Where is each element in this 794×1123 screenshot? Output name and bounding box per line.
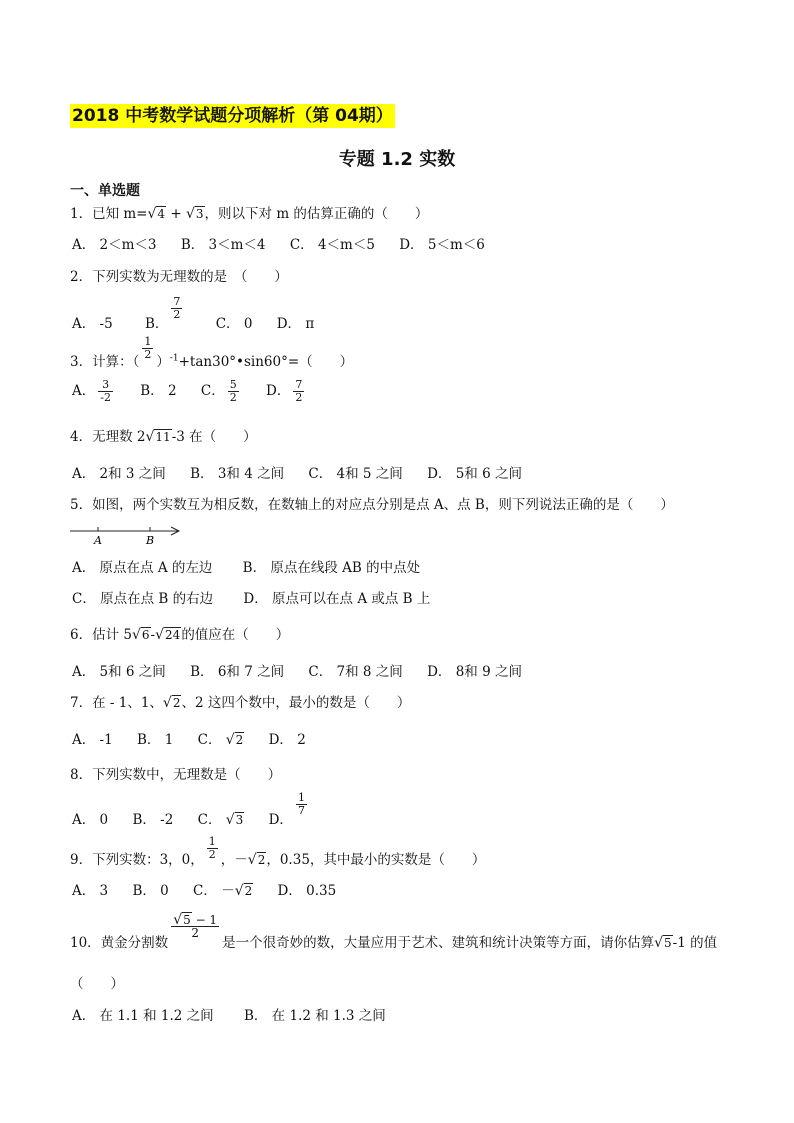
option-b[interactable]: B． 0 bbox=[132, 883, 169, 899]
option-d[interactable]: D． 2 bbox=[268, 732, 306, 748]
question-10-paren: （ ） bbox=[70, 976, 124, 992]
option-c[interactable]: C． √2 bbox=[197, 732, 244, 748]
question-4-stem: 4．无理数 2√11-3 在（ ） bbox=[70, 429, 257, 445]
question-5-options-row-2 bbox=[72, 590, 430, 608]
header-banner: 2018 中考数学试题分项解析（第 04期） bbox=[72, 106, 393, 126]
question-7-options bbox=[72, 731, 306, 749]
option-a[interactable]: A． $\frac{3}{-2}$ bbox=[72, 378, 111, 404]
option-a[interactable]: A． 0 bbox=[72, 812, 109, 828]
option-b[interactable]: B． 3和 4 之间 bbox=[190, 466, 285, 482]
page-title: 专题 1.2 实数 bbox=[338, 149, 456, 170]
question-5-options-row-1 bbox=[72, 559, 420, 577]
option-c[interactable]: C． 4＜m＜5 bbox=[289, 237, 375, 253]
question-8-options bbox=[72, 792, 310, 835]
option-a[interactable]: A． 原点在点 A 的左边 bbox=[72, 560, 213, 576]
option-b[interactable]: B． -2 bbox=[132, 812, 174, 828]
option-d[interactable]: D． 5和 6 之间 bbox=[427, 466, 522, 482]
option-d[interactable]: D． 5＜m＜6 bbox=[399, 237, 485, 253]
option-c[interactable]: C． $\frac{5}{2}$ bbox=[200, 378, 237, 404]
question-7-stem: 7．在 - 1、1、√2、2 这四个数中，最小的数是（ ） bbox=[70, 695, 411, 711]
question-2-options bbox=[72, 296, 314, 336]
section-heading: 一、单选题 bbox=[70, 183, 140, 199]
question-8-stem: 8．下列实数中，无理数是（ ） bbox=[70, 767, 282, 783]
option-d[interactable]: D． 原点可以在点 A 或点 B 上 bbox=[243, 591, 431, 607]
option-b[interactable]: B． 在 1.2 和 1.3 之间 bbox=[243, 1008, 386, 1024]
sqrt-2: √2 bbox=[162, 695, 181, 711]
option-c[interactable]: C． 原点在点 B 的右边 bbox=[72, 591, 214, 607]
question-4-options bbox=[72, 465, 522, 483]
option-c[interactable]: C． 7和 8 之间 bbox=[308, 664, 403, 680]
question-6-stem: 6．估计 5√6-√24的值应在（ ） bbox=[70, 627, 290, 643]
option-a[interactable]: A． 5和 6 之间 bbox=[72, 664, 166, 680]
question-9-options bbox=[72, 882, 336, 900]
number-line-figure bbox=[70, 522, 185, 546]
option-b[interactable]: B． 1 bbox=[137, 732, 174, 748]
sqrt-5: √5 bbox=[654, 935, 672, 951]
question-6-options bbox=[72, 663, 522, 681]
option-b[interactable]: B． $\frac{7}{2}$ bbox=[145, 295, 181, 332]
sqrt-24: √24 bbox=[155, 627, 181, 643]
option-d[interactable]: D． π bbox=[276, 316, 315, 332]
question-1-options bbox=[72, 236, 485, 254]
option-a[interactable]: A． 在 1.1 和 1.2 之间 bbox=[72, 1008, 214, 1024]
sqrt-2: √2 bbox=[247, 852, 266, 868]
option-a[interactable]: A． 3 bbox=[72, 883, 109, 899]
option-b[interactable]: B． 3＜m＜4 bbox=[180, 237, 266, 253]
sqrt-11: √11 bbox=[145, 429, 171, 445]
option-d[interactable]: D． $\frac{7}{2}$ bbox=[266, 378, 303, 404]
sqrt-3: √3 bbox=[185, 206, 204, 222]
option-d[interactable]: D． $\frac{1}{7}$ bbox=[268, 791, 305, 828]
sqrt-6: √6 bbox=[131, 627, 150, 643]
question-9-stem: 9．下列实数：3，0， $\frac{1}{2}$ ，－√2，0.35，其中最小的实数是（ ） bbox=[70, 836, 485, 875]
option-a[interactable]: A． 2＜m＜3 bbox=[72, 237, 157, 253]
question-3-options bbox=[72, 376, 307, 406]
question-1-stem: 1．已知 m=√4 + √3，则以下对 m 的估算正确的（ ） bbox=[70, 206, 429, 222]
option-d[interactable]: D． 0.35 bbox=[277, 883, 337, 899]
option-c[interactable]: C． 4和 5 之间 bbox=[308, 466, 403, 482]
option-c[interactable]: C． √3 bbox=[197, 812, 244, 828]
option-d[interactable]: D． 8和 9 之间 bbox=[427, 664, 522, 680]
question-2-stem: 2．下列实数为无理数的是 （ ） bbox=[70, 269, 288, 285]
point-b-label: B bbox=[146, 534, 155, 546]
point-a-label: A bbox=[94, 534, 102, 546]
question-3-stem: 3．计算：（ $\frac{1}{2}$ ）$^{-1}$+tan30°•sin60°=（ ） bbox=[70, 335, 354, 370]
option-c[interactable]: C． －√2 bbox=[193, 883, 253, 899]
option-b[interactable]: B． 原点在线段 AB 的中点处 bbox=[242, 560, 421, 576]
option-c[interactable]: C． 0 bbox=[215, 316, 253, 332]
question-10-options bbox=[72, 1007, 386, 1025]
question-10-stem: 10．黄金分割数 $\frac{√5 - 1}{2}$ 是一个很奇妙的数，大量应用于艺术、建筑和统计决策等方面，请你估算√5-1 的值 bbox=[70, 914, 717, 963]
option-a[interactable]: A． 2和 3 之间 bbox=[72, 466, 166, 482]
option-b[interactable]: B． 2 bbox=[140, 383, 177, 399]
sqrt-4: √4 bbox=[147, 206, 166, 222]
option-a[interactable]: A． -1 bbox=[72, 732, 113, 748]
question-5-stem: 5．如图，两个实数互为相反数，在数轴上的对应点分别是点 A、点 B，则下列说法正确的是（ ） bbox=[70, 497, 674, 513]
option-b[interactable]: B． 6和 7 之间 bbox=[190, 664, 285, 680]
option-a[interactable]: A． -5 bbox=[72, 316, 113, 332]
